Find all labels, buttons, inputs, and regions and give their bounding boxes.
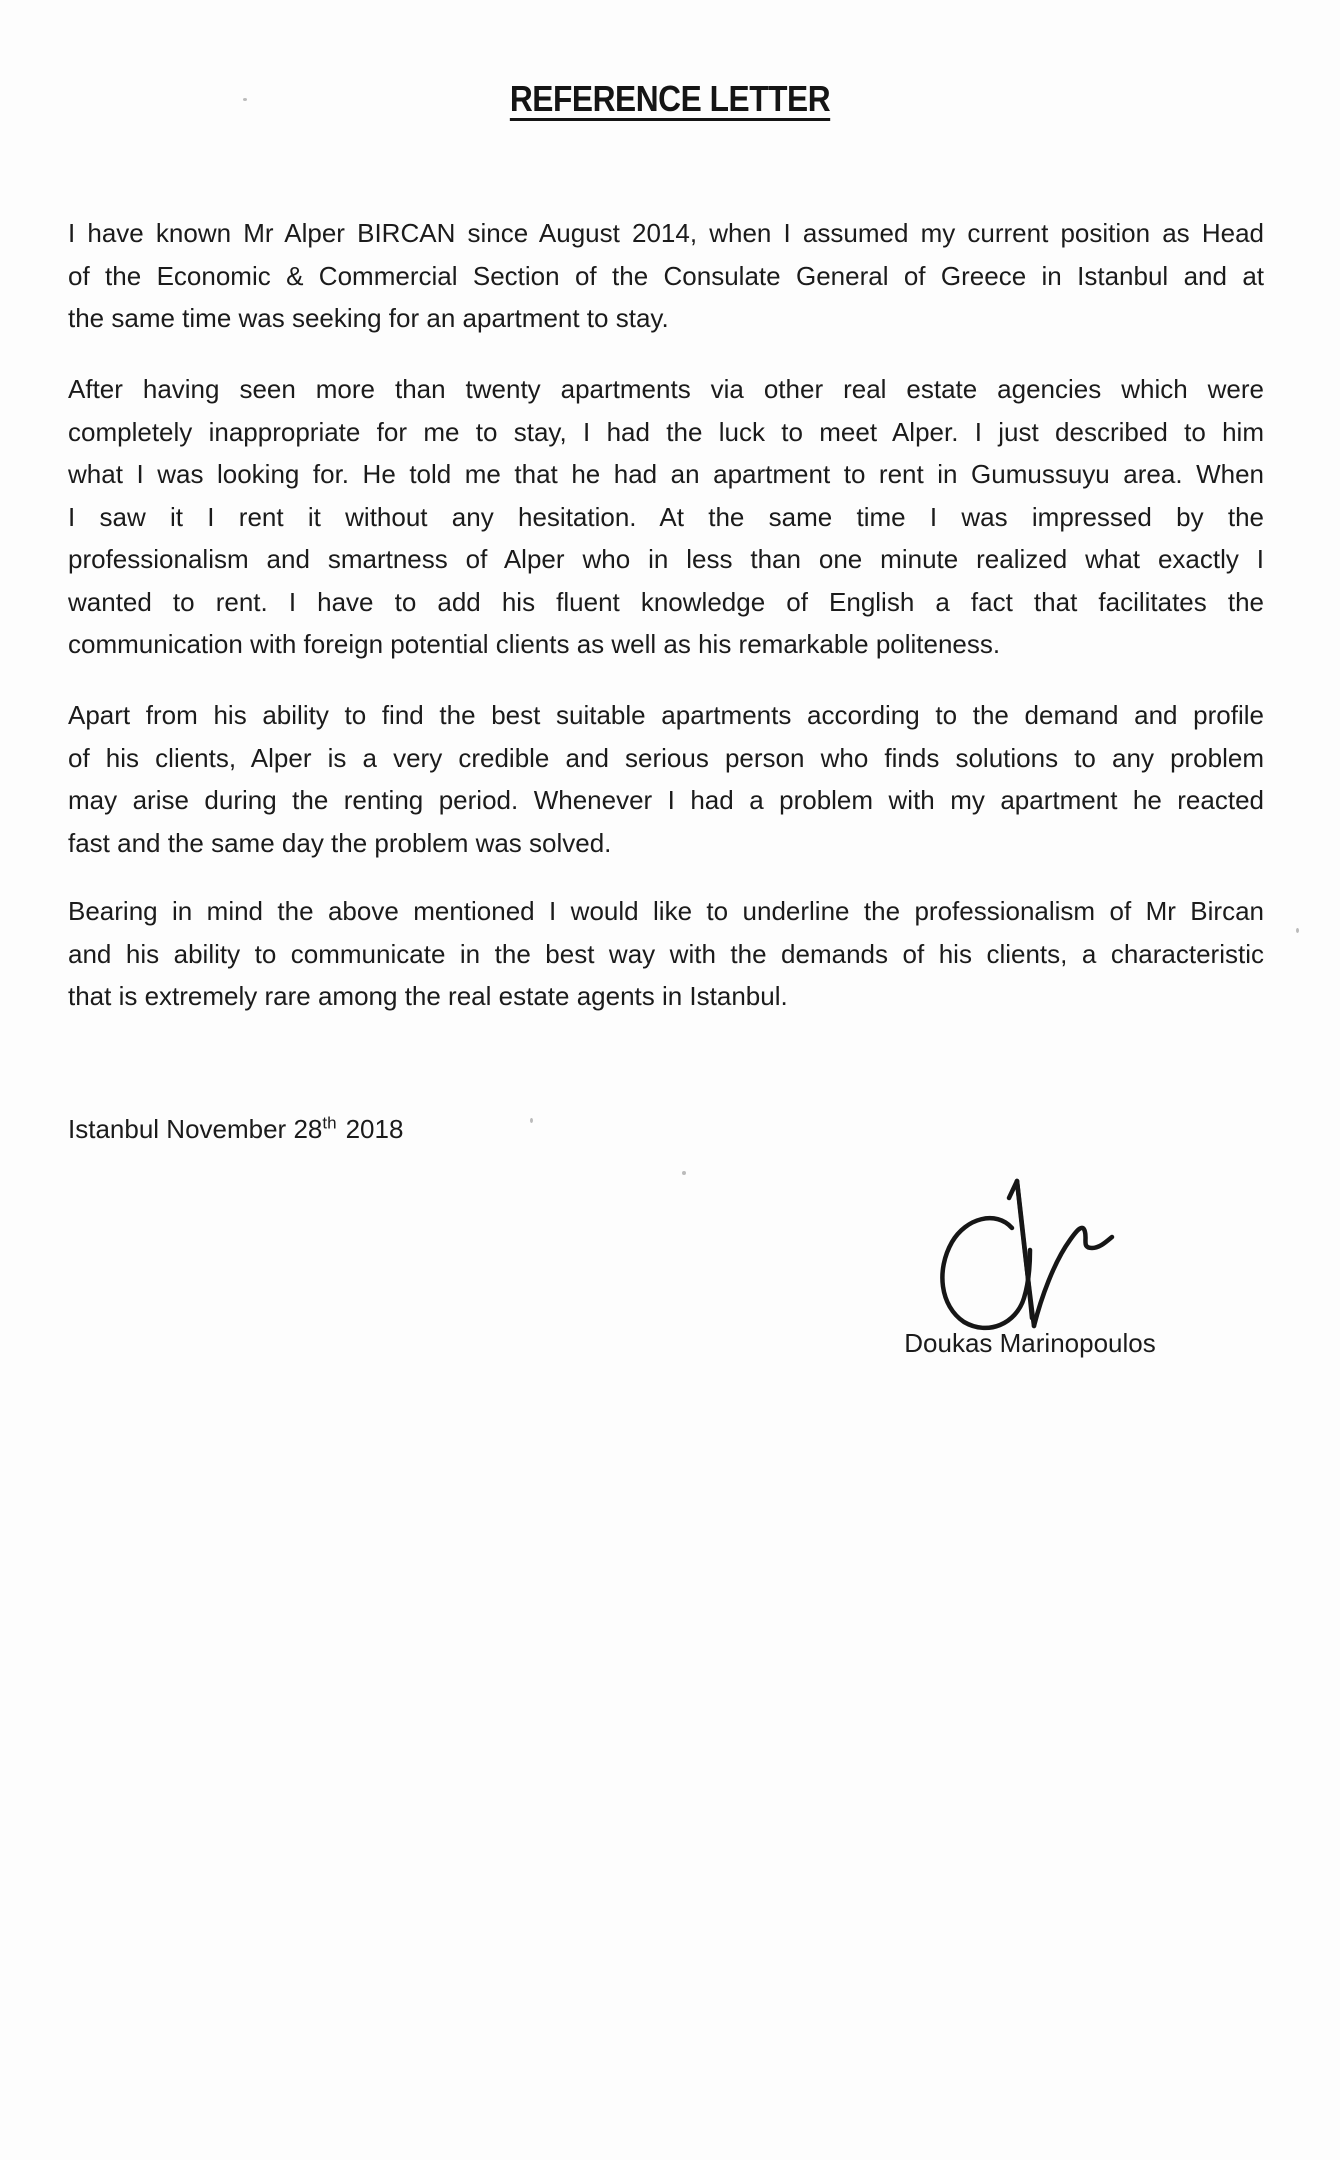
paragraph-2-line: professionalism and smartness of Alper who in less than one minute realized what exactly I [68, 544, 1264, 574]
paragraph-4 [68, 890, 1264, 1018]
page-title [0, 78, 1340, 120]
page-title-text: REFERENCE LETTER [509, 78, 831, 119]
paragraph-2-line: After having seen more than twenty apartments via other real estate agencies which were [68, 374, 1264, 404]
paragraph-2 [68, 368, 1264, 666]
date-year: 2018 [345, 1114, 404, 1144]
scan-speck [1296, 928, 1299, 933]
paragraph-1-line: I have known Mr Alper BIRCAN since August 2014, when I assumed my current position as Head [68, 218, 1264, 248]
paragraph-3-line: fast and the same day the problem was solved. [68, 827, 612, 858]
paragraph-4-line: and his ability to communicate in the best way with the demands of his clients, a characteristic [68, 938, 1264, 969]
signatory-name: Doukas Marinopoulos [904, 1328, 1156, 1358]
paragraph-2-line: what I was looking for. He told me that he had an apartment to rent in Gumussuyu area. When [68, 459, 1264, 489]
paragraph-3 [68, 694, 1264, 864]
scan-speck [243, 98, 247, 101]
date-line [68, 1108, 403, 1150]
paragraph-4-line: Bearing in mind the above mentioned I would like to underline the professionalism of Mr Bircan [68, 896, 1264, 926]
paragraph-1-line: of the Economic & Commercial Section of the Consulate General of Greece in Istanbul and at [68, 260, 1264, 291]
paragraph-3-line: may arise during the renting period. Whenever I had a problem with my apartment he reacted [68, 785, 1264, 815]
paragraph-2-line: I saw it I rent it without any hesitation. At the same time I was impressed by the [68, 501, 1264, 532]
paragraph-3-line: Apart from his ability to find the best suitable apartments according to the demand and profile [68, 700, 1264, 730]
paragraph-1-line: the same time was seeking for an apartment to stay. [68, 303, 669, 333]
paragraph-2-line: wanted to rent. I have to add his fluent knowledge of English a fact that facilitates the [68, 586, 1264, 617]
date-text: Istanbul November 28 [68, 1114, 323, 1144]
paragraph-2-line: communication with foreign potential clients as well as his remarkable politeness. [68, 629, 1001, 659]
paragraph-1 [68, 212, 1264, 340]
paragraph-2-line: completely inappropriate for me to stay, I had the luck to meet Alper. I just described to him [68, 416, 1264, 447]
paragraph-4-line: that is extremely rare among the real estate agents in Istanbul. [68, 981, 788, 1011]
paragraph-3-line: of his clients, Alper is a very credible and serious person who finds solutions to any problem [68, 742, 1264, 773]
date-ordinal-superscript: th [322, 1113, 337, 1133]
signature-scribble [930, 1166, 1130, 1341]
scan-speck [530, 1118, 533, 1123]
scan-speck [682, 1171, 686, 1175]
